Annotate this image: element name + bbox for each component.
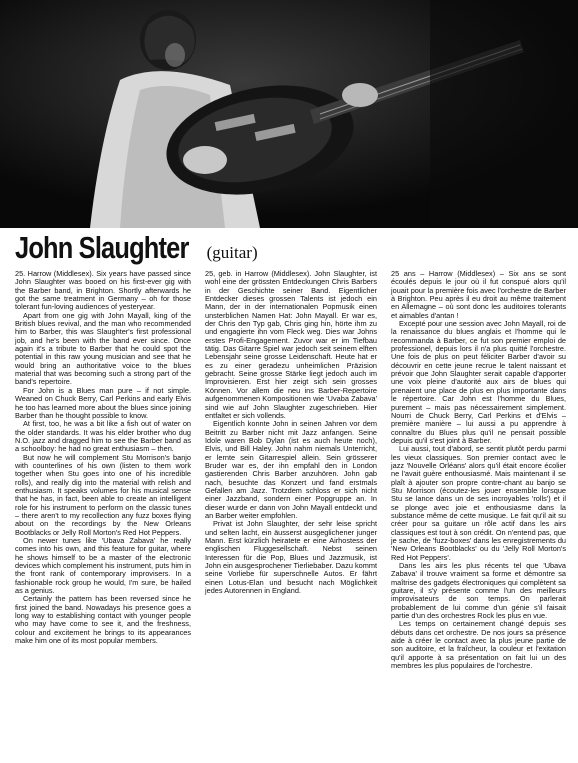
instrument-label: (guitar) [206,243,258,262]
french-paragraph: Excepté pour une session avec John Mayall, roi de la renaissance du blues anglais et l'homme qui le recommanda à Barber, ce fut son premier emploi de professionel, depuis lors il n'a plus quitté l'orchestre. Une fois de plus on peut féliciter Barber d'avoir su découvrir en cette jeune recrue le talent naissant et prévoir que John Slaughter serait capable d'apporter une voix pleine d'autorité aux airs de blues qui prenaient une place de plus en plus importante dans le répertoire. Car John est l'homme du Blues, purement – mais pas nécessairement simplement. Nourri de Chuck Berry, Carl Perkins et d'Elvis – première manière – lui aussi a pu apprendre à connaître du Blues plus qu'il ne pensait possible depuis qu'il s'est joint à Barber. [391,319,566,445]
german-paragraph: Eigentlich konnte John in seinen Jahren vor dem Beitritt zu Barber nicht mit Jazz anfangen. Seine Idole waren Bob Dylan (ist es auch heute noch), Elvis, und Bill Haley. John nahm niemals Unterricht, er lernte sein Gitarrespiel allein. Sein grösserer Bruder war es, der ihn empfahl den in London gastierenden Chris Barber anzuhören. John gab nach, besuchte das Konzert und fand erstmals Gefallen am Jazz. Trotzdem schloss er sich nicht einer Jazzband, sondern einer Popgruppe an. In dieser wurde er dann von John Mayall entdeckt und an Barber weiter empfohlen. [205,419,377,520]
english-paragraph: Apart from one gig with John Mayall, king of the British blues revival, and the man who recommended him to Barber, this was Slaughter's first professional job, and he's been with the band ever since. Once again it's a tribute to Barber that he could spot the potential in this raw young musician and see that he would bring an authoritative voice to the blues material that was becoming such a strong part of the band's repertoire. [15,310,191,387]
english-paragraph: But now he will complement Stu Morrison's banjo with counterlines of his own (listen to them work together when Stu goes into one of his incredible rolls), and really dig into the material with relish and enthusiasm. It speaks volumes for his musical sense that he has, in fact, been able to create an intelligent role for his instrument to perform on the classic tunes – there aren't to my recollection any fuzz boxes flying about on the recordings by the New Orleans Bootblacks or Jelly Roll Morton's Red Hot Peppers. [15,452,191,537]
french-paragraph: Dans les airs les plus récents tel que 'Ubava Zabava' il trouve vraiment sa forme et démontre sa maîtrise des gadgets électroniques qui complètent sa guitare, il s'y présente comme l'un des meilleurs improvisateurs de son temps. On parlerait probablement de lui comme d'un génie s'il faisait partie d'un des orchestres Rock les plus en vue. [391,561,566,621]
french-paragraph: Les temps on certainement changé depuis ses débuts dans cet orchestre. De nos jours sa présence aide à créer le contact avec la plus jeune partie de son auditoire, et la fraîcheur, la couleur et l'exitation qu'il apporte à sa présentation on fait lui un des membres les plus populaires de l'orchestre. [391,619,566,671]
german-paragraph: 25, geb. in Harrow (Middlesex). John Slaughter, ist wohl eine der grössten Entdeckungen Chris Barbers in der Geschichte seiner Band. Eigentlicher Entdecker dieses grossen Talents ist jedoch ein Mann, der in der internationalen Popmusik einen unsterblichen Namen Hat: John Mayall. Er war es, der Chris den Typ gab, Chris ging hin, hörte ihm zu und engagierte ihn vom Fleck weg. Dies war Johns erstes Profi-Engagement. Zuvor war er im Tiefbau tätig. Das Gitarre Spiel war jedoch seit seinem elften Lebensjahr seine grosse Leidenschaft. Heute hat er es zu einer geradezu unheimlichen Präzision gebracht. Seine grosse Stärke liegt jedoch auch im Improvisieren. Erst hier zeigt sich sein grosses Können. Vor allem die neu ins Barber-Repertoire aufgenommenen Kompositionen wie 'Uvaba Zabava' sind wie auf John Slaughter zugeschrieben. Hier entfaltet er sich vollends. [205,269,377,420]
english-paragraph: On newer tunes like 'Ubava Zabava' he really comes into his own, and this feature for guitar, where he shows himself to be a master of the electronic devices which complement his instrument, puts him in the front rank of contemporary improvisers. In a fashionable rock group he would, I'm sure, be hailed as a genius. [15,536,191,596]
article-heading [15,230,258,266]
english-column [15,270,191,645]
guitarist-photo-illustration [0,0,578,228]
musician-photo [0,0,578,228]
french-paragraph: Lui aussi, tout d'abord, se sentit plutôt perdu parmi les vieux classiques. Son premier contact avec le jazz 'Nouvelle Orléans' alors qu'il était encore écolier ne l'avait guère enthousiasmé. Mais maintenant il se plaît à ajouter son propre contre-chant au banjo se Stu Morrison (écoutez-les jouer ensemble lorsque Stu se lance dans un de ses incroyables 'rolls') et il se plonge avec joie et enthousiasme dans la substance même de cette musique. Le fait qu'il ait su créer pour sa guitare un rôle actif dans les airs classiques est tout à son crédit. On n'entend pas, que je sache, de 'fuzz-boxes' dans les enregistrements du 'New Orleans Bootblacks' ou du 'Jelly Roll Morton's Red Hot Peppers'. [391,444,566,562]
english-paragraph: 25. Harrow (Middlesex). Six years have passed since John Slaughter was booed on his first-ever gig with the Barber band, in Brighton. Shortly afterwards he got the same treatment in Germany – oh for those tolerant fun-loving audiences of yesteryear. [15,269,191,312]
german-column [205,270,377,595]
french-column [391,270,566,671]
french-paragraph: 25 ans – Harrow (Middlesex) – Six ans se sont écoulés depuis le jour où il fut conspué alors qu'il jouait pour la première fois avec l'orchestre de Barber à Brighton. Peu après il eu droit au même traitement en Allemagne – où sont donc les auditoires tolerants et aimables d'antan ! [391,269,566,320]
german-paragraph: Privat ist John Slaughter, der sehr leise spricht und selten lacht, ein äusserst ausgeglichener junger Mann. Erst kürzlich heiratete er eine Airhostess der englischen Fluggesellschaft. Nebst seinen Interessen für die Pop, Blues und Jazzmusik, ist John ein ausgesprochener Tierliebaber. Dazu kommt seine Vorliebe für superschnelle Autos. Er fährt einen Lotus-Elan und besucht nach Möglichkeit jedes Autorennen in England. [205,519,377,596]
english-paragraph: At first, too, he was a bit like a fish out of water on the older standards. It was his elder brother who dug N.O. jazz and dragged him to see the Barber band as a schoolboy: he had no great enthusiasm – then. [15,419,191,454]
english-paragraph: For John is a Blues man pure – if not simple. Weaned on Chuck Berry, Carl Perkins and early Elvis he too has learned more about the blues since joining Barber than he thought possible to know. [15,385,191,420]
musician-name: John Slaughter [15,230,189,265]
english-paragraph: Certainly the pattern has been reversed since he first joined the band. Nowadays his presence goes a long way to establishing contact with younger people who may have come to see it, and the freshness, colour and excitement he brings to its appearances make him one of its most popular members. [15,594,191,646]
